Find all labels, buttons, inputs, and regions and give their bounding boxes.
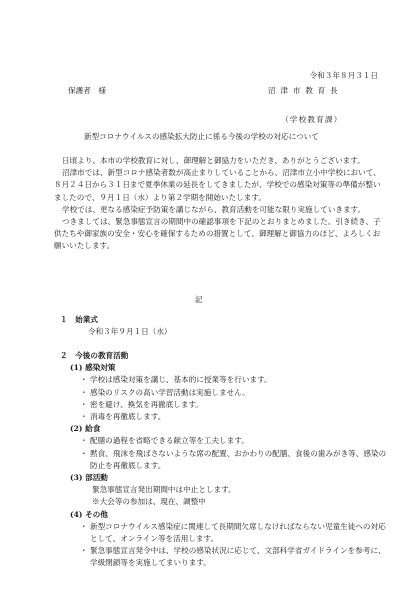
- section-2: [60, 350, 390, 570]
- addressee: 保護者 様: [68, 86, 106, 95]
- subsection-3: [60, 472, 390, 509]
- document-body: [54, 155, 384, 253]
- section-text: ※大会等の参加は、現在、調整中: [92, 497, 206, 507]
- section-heading: １ 始業式: [60, 315, 98, 324]
- section-heading: ２ 今後の教育活動: [60, 351, 129, 360]
- document-date: 令和３年８月３１日: [309, 71, 378, 80]
- document-subject: 新型コロナウイルスの感染拡大防止に係る今後の学校の対応について: [84, 132, 319, 141]
- body-paragraph: つきましては、緊急事態宣言の期間中の確認事項を下記のとおりまとめました。引き続き、子供たちや御家族の安全・安心を確保するための措置として、御理解と御協力のほど、よろしくお願いいたします。: [54, 217, 381, 251]
- body-paragraph: 学校では、更なる感染症予防策を講じながら、教育活動を可能な限り実施していきます。: [62, 204, 366, 214]
- subsection-4: [60, 509, 390, 570]
- section-1: [60, 314, 390, 338]
- list-item: ・ 感染のリスクの高い学習活動は実施しません。: [80, 387, 250, 397]
- section-text: 緊急事態宣言発出期間中は中止とします。: [92, 485, 236, 495]
- subsection-heading: (3) 部活動: [70, 473, 108, 483]
- body-paragraph: 日頃より、本市の学校教育に対し、御理解と御協力をいただき、ありがとうございます。: [62, 156, 365, 165]
- ki-heading: 記: [195, 295, 203, 304]
- list-item: ・ 新型コロナウイルス感染症に関連して長期間欠席しなければならない児童生徒への対応として、オンライン等を活用します。: [80, 521, 386, 544]
- list-item: ・ 消毒を再徹底します。: [80, 412, 166, 422]
- subsection-heading: (1) 感染対策: [70, 363, 116, 373]
- list-item: ・ 黙食、飛沫を飛ばさないような席の配置、おかわりの配膳、食後の歯みがき等、感染の防止を再徹底します。: [80, 448, 387, 470]
- list-item: ・ 緊急事態宣言発令中は、学校の感染状況に応じて、文部科学省ガイドラインを参考に、学級閉鎖等を実施してまいります。: [80, 546, 386, 568]
- body-paragraph: 沼津市では、新型コロナ感染者数が高止まりしていることから、沼津市立小中学校において、８月２４日から３１日まで夏季休業の延長をしてきましたが、学校での感染対策等の準備が整いましたので、９月１日（水）より第２学期を開始いたします。: [54, 168, 381, 202]
- subsection-1: [60, 362, 390, 423]
- subsection-heading: (4) その他: [70, 509, 108, 519]
- subsection-heading: (2) 給食: [70, 424, 101, 434]
- list-item: ・ 学校は感染対策を講じ、基本的に授業等を行います。: [80, 375, 272, 385]
- list-item: ・ 配膳の過程を省略できる献立等を工夫します。: [80, 436, 249, 446]
- subsection-2: [60, 423, 390, 472]
- section-text: 令和３年９月１日（水）: [88, 327, 172, 337]
- sender-org: 沼 津 市 教 育 長: [268, 86, 339, 95]
- sender-department: （学校教育課）: [281, 115, 343, 124]
- list-item: ・ 密を避け、換気を再徹底します。: [80, 399, 203, 409]
